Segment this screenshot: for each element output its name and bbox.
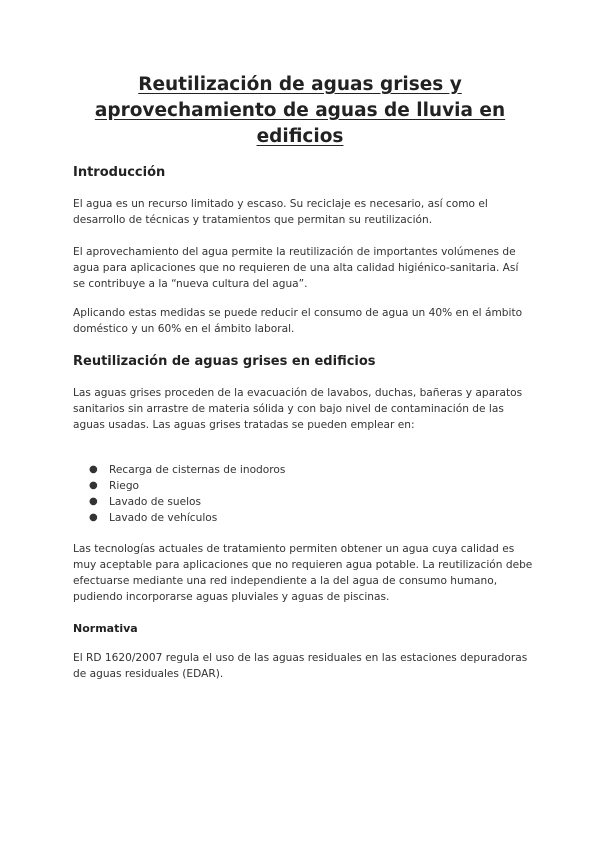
list-item: ● Lavado de suelos bbox=[89, 496, 202, 508]
intro-paragraph-1: El agua es un recurso limitado y escaso. Su reciclaje es necesario, así como el desarrollo de técnicas y tratamientos que permitan su reutilización. bbox=[73, 198, 488, 226]
heading-introduccion: Introducción bbox=[73, 165, 166, 180]
bullet-icon: ● bbox=[89, 512, 98, 523]
normativa-paragraph: El RD 1620/2007 regula el uso de las aguas residuales en las estaciones depuradoras de aguas residuales (EDAR). bbox=[73, 652, 528, 680]
grey-paragraph-1: Las aguas grises proceden de la evacuación de lavabos, duchas, bañeras y aparatos sanitarios sin arrastre de materia sólida y con bajo nivel de contaminación de las aguas usadas. Las aguas grises tratadas se pueden emplear en: bbox=[73, 387, 523, 431]
heading-aguas-grises: Reutilización de aguas grises en edificios bbox=[73, 354, 376, 369]
intro-paragraph-3: Aplicando estas medidas se puede reducir el consumo de agua un 40% en el ámbito doméstico y un 60% en el ámbito laboral. bbox=[73, 307, 523, 335]
bullet-icon: ● bbox=[89, 464, 98, 475]
heading-normativa: Normativa bbox=[73, 622, 138, 635]
uses-list bbox=[73, 462, 285, 526]
document-title: Reutilización de aguas grises y aprovechamiento de aguas de lluvia en edificios bbox=[94, 74, 506, 147]
grey-paragraph-2: Las tecnologías actuales de tratamiento permiten obtener un agua cuya calidad es muy aceptable para aplicaciones que no requieren agua potable. La reutilización debe efectuarse mediante una red independiente a la del agua de consumo humano, pudiendo incorporarse aguas pluviales y aguas de piscinas. bbox=[73, 543, 533, 603]
list-item: ● Lavado de vehículos bbox=[89, 512, 218, 524]
list-item: ● Recarga de cisternas de inodoros bbox=[89, 464, 286, 476]
bullet-icon: ● bbox=[89, 496, 98, 507]
list-item: ● Riego bbox=[89, 480, 140, 492]
intro-paragraph-2: El aprovechamiento del agua permite la reutilización de importantes volúmenes de agua para aplicaciones que no requieren de una alta calidad higiénico-sanitaria. Así se contribuye a la “nueva cultura del agua”. bbox=[73, 246, 519, 290]
bullet-icon: ● bbox=[89, 480, 98, 491]
